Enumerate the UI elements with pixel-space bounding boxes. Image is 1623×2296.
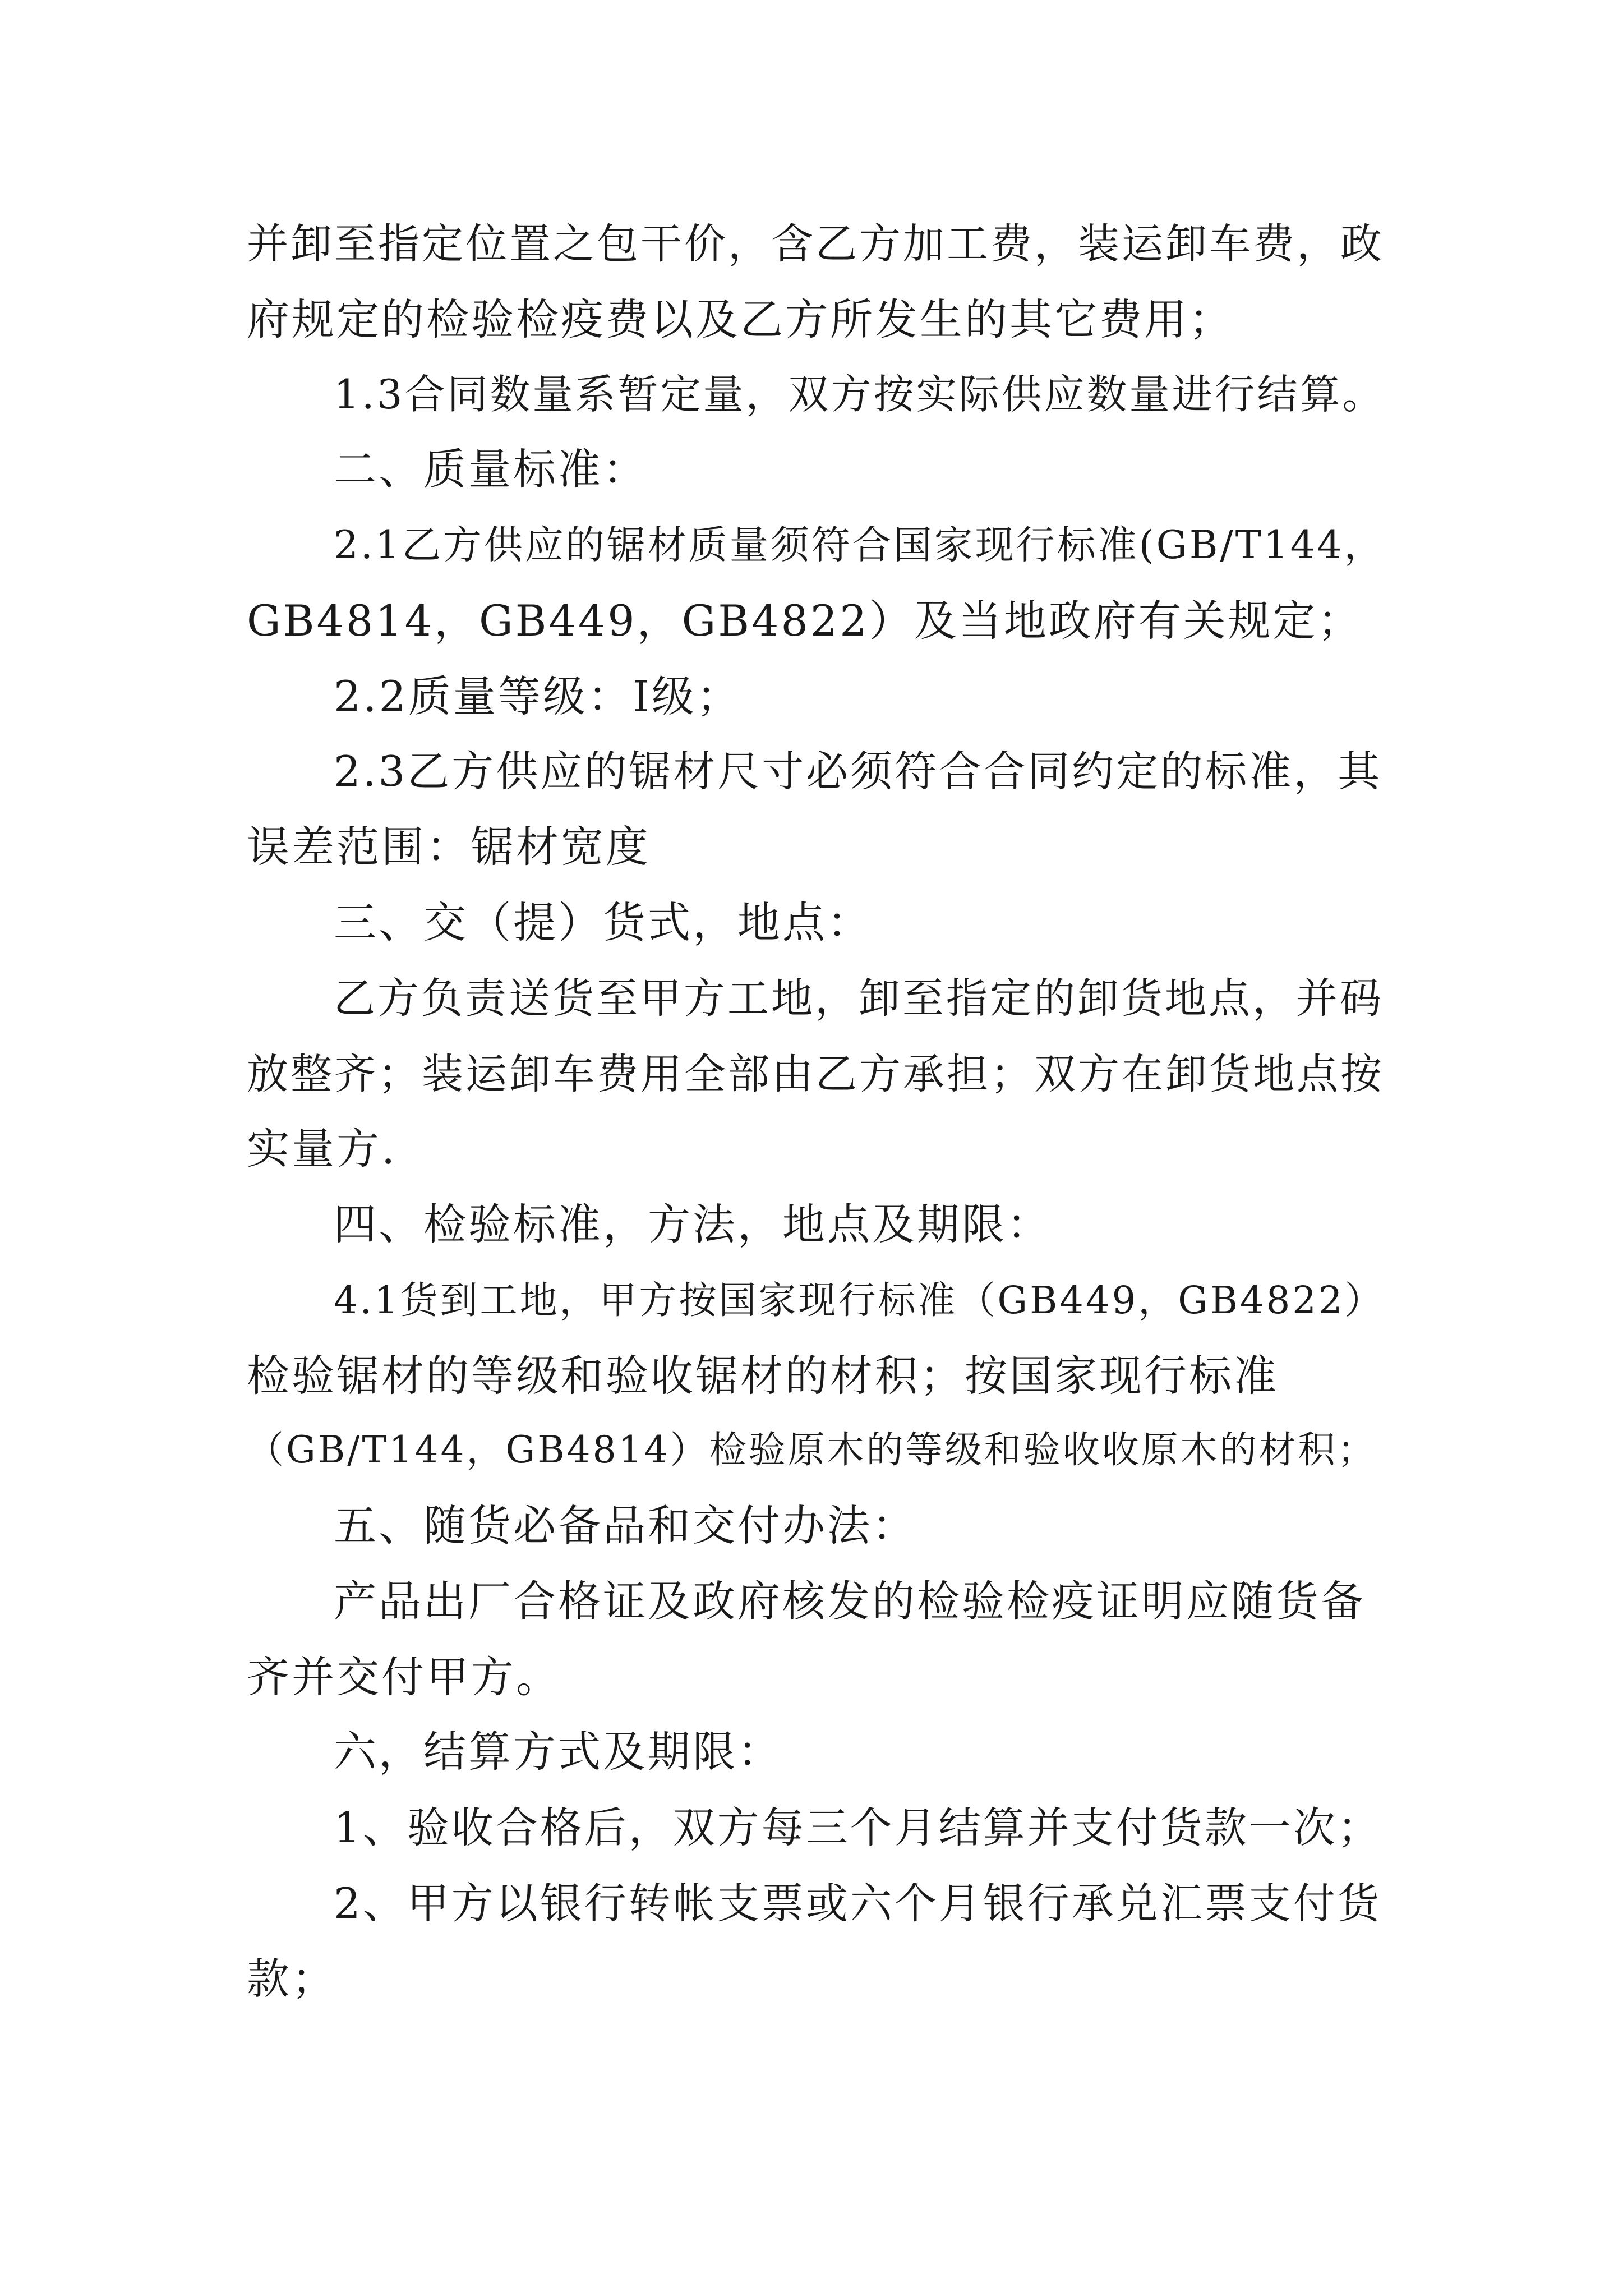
text-line: 并卸至指定位置之包干价，含乙方加工费，装运卸车费，政 bbox=[247, 220, 1384, 268]
text-line: 检验锯材的等级和验收锯材的材积；按国家现行标准 bbox=[247, 1351, 1279, 1401]
text-line: 乙方负责送货至甲方工地，卸至指定的卸货地点，并码 bbox=[334, 974, 1384, 1023]
text-line: 款； bbox=[247, 1954, 336, 2004]
text-line: 齐并交付甲方。 bbox=[247, 1652, 561, 1702]
text-line: 2.1乙方供应的锯材质量须符合国家现行标准(GB/T144， bbox=[334, 523, 1385, 568]
text-line: 放整齐；装运卸车费用全部由乙方承担；双方在卸货地点按 bbox=[247, 1050, 1384, 1098]
section-heading: 六，结算方式及期限： bbox=[334, 1727, 782, 1777]
text-line: 府规定的检验检疫费以及乙方所发生的其它费用； bbox=[247, 295, 1234, 344]
section-heading: 四、检验标准，方法，地点及期限： bbox=[334, 1199, 1052, 1249]
text-line: 2.2质量等级：Ⅰ级； bbox=[334, 671, 741, 721]
text-line: 实量方. bbox=[247, 1124, 398, 1174]
section-heading: 二、质量标准： bbox=[334, 444, 648, 494]
text-line: 产品出厂合格证及政府核发的检验检疫证明应随货备 bbox=[334, 1576, 1366, 1626]
text-line: 2、甲方以银行转帐支票或六个月银行承兑汇票支付货 bbox=[334, 1879, 1382, 1928]
section-heading: 五、随货必备品和交付办法： bbox=[334, 1501, 917, 1550]
text-line: 误差范围：锯材宽度 bbox=[247, 822, 651, 872]
text-line: 4.1货到工地，甲方按国家现行标准（GB449，GB4822） bbox=[334, 1278, 1385, 1322]
text-line: GB4814，GB449，GB4822）及当地政府有关规定； bbox=[247, 596, 1363, 646]
text-line: （GB/T144，GB4814）检验原木的等级和验收收原木的材积； bbox=[247, 1428, 1377, 1471]
text-line: 1.3合同数量系暂定量，双方按实际供应数量进行结算。 bbox=[334, 371, 1385, 418]
text-line: 2.3乙方供应的锯材尺寸必须符合合同约定的标准，其 bbox=[334, 747, 1382, 796]
section-heading: 三、交（提）货式，地点： bbox=[334, 898, 872, 947]
text-line: 1、验收合格后，双方每三个月结算并支付货款一次； bbox=[334, 1803, 1382, 1852]
